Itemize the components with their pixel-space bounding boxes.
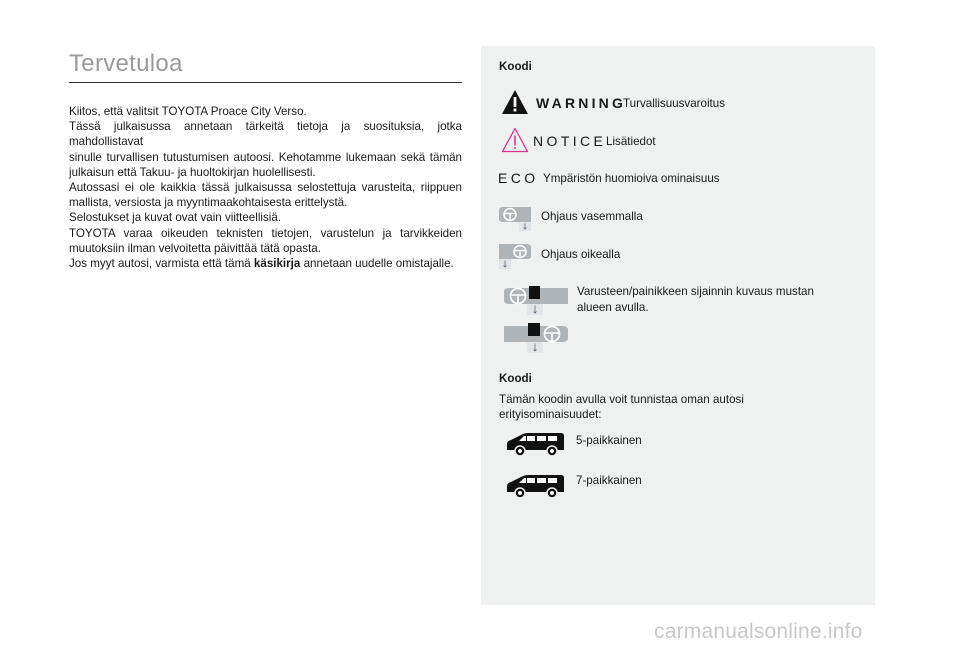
code-title: Koodi [499, 372, 532, 385]
watermark: carmanualsonline.info [654, 620, 863, 643]
five-seat-label: 5-paikkainen [576, 434, 642, 447]
legend-title: Koodi [499, 60, 532, 73]
intro-text [69, 104, 462, 271]
intro-line: Autossasi ei ole kaikkia tässä julkaisussa selostettuja varusteita, riippuen [69, 181, 462, 195]
code-desc-line2: erityisominaisuudet: [499, 408, 602, 421]
eco-word: ECO [498, 170, 539, 186]
seven-seat-label: 7-paikkainen [576, 474, 642, 487]
intro-last-before: Jos myyt autosi, varmista että tämä [69, 257, 254, 271]
intro-line: julkaisun että Takuu- ja huoltokirjan huolellisesti. [69, 165, 316, 179]
intro-line: Selostukset ja kuvat ovat vain viitteellisiä. [69, 211, 282, 225]
title-divider [69, 82, 462, 83]
intro-line: Tässä julkaisussa annetaan tärkeitä tietoja ja suosituksia, jotka mahdollistavat [69, 120, 462, 149]
notice-triangle-icon [500, 126, 530, 154]
location-label-line2: alueen avulla. [577, 301, 649, 314]
intro-last-bold: käsikirja [253, 257, 301, 271]
warning-word: WARNING [536, 95, 627, 111]
right-hand-drive-icon [497, 241, 533, 271]
code-desc-line1: Tämän koodin avulla voit tunnistaa oman autosi [499, 393, 744, 406]
location-label-line1: Varusteen/painikkeen sijainnin kuvaus mustan [577, 285, 814, 298]
eco-label: Ympäristön huomioiva ominaisuus [543, 172, 720, 185]
intro-line: Kiitos, että valitsit TOYOTA Proace City Verso. [69, 105, 307, 118]
lhd-label: Ohjaus vasemmalla [541, 210, 643, 223]
warning-triangle-icon [500, 88, 530, 116]
rhd-label: Ohjaus oikealla [541, 248, 621, 261]
notice-word: NOTICE [533, 133, 607, 149]
intro-line-last [69, 256, 462, 271]
seven-seat-van-icon [505, 470, 567, 502]
five-seat-van-icon [505, 428, 567, 460]
warning-label: Turvallisuusvaroitus [623, 97, 726, 110]
intro-line: sinulle turvallisen tutustumisen autoosi. Kehotamme lukemaan sekä tämän [69, 150, 462, 164]
intro-line: TOYOTA varaa oikeuden teknisten tietojen, varustelun ja tarvikkeiden [69, 226, 462, 240]
intro-last-after: annetaan uudelle omistajalle. [300, 257, 454, 271]
page-title: Tervetuloa [69, 50, 183, 77]
intro-line: mallista, versiosta ja myyntimaakohtaisesta erittelystä. [69, 196, 348, 210]
location-rhd-icon [502, 320, 570, 354]
notice-label: Lisätiedot [606, 135, 656, 148]
location-lhd-icon [502, 284, 570, 316]
left-hand-drive-icon [497, 204, 533, 232]
intro-line: muutoksiin ilman velvoitetta päivittää tätä opasta. [69, 241, 321, 255]
